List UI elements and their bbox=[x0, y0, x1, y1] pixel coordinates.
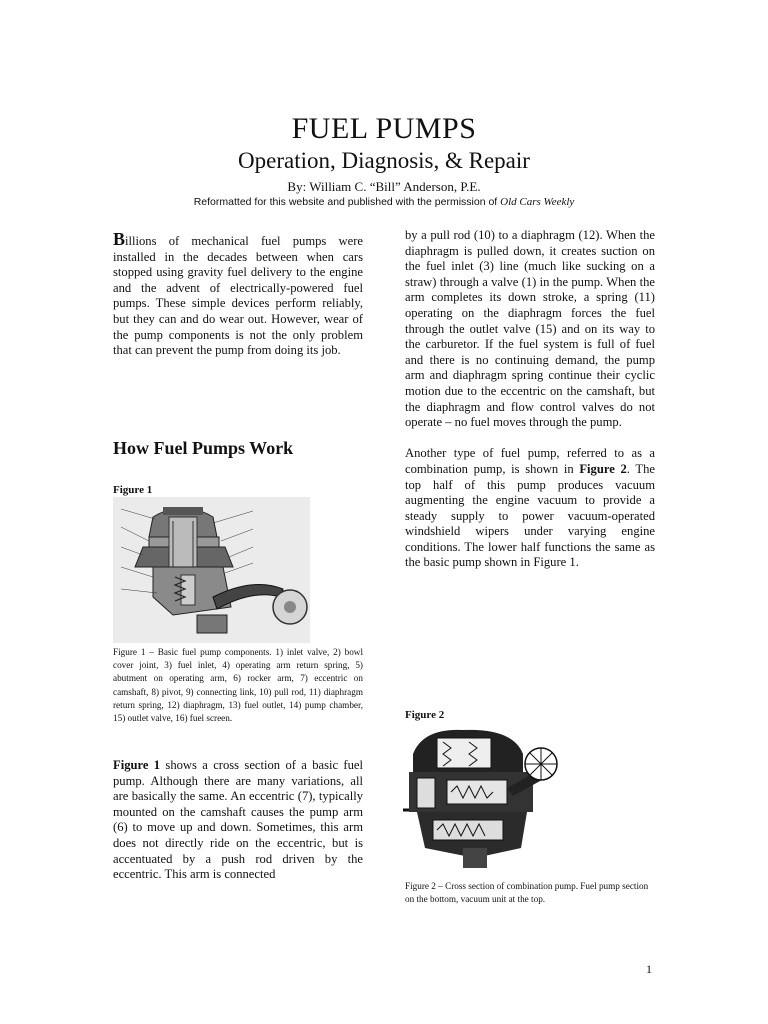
figure2-image bbox=[403, 724, 563, 872]
combination-pump-diagram bbox=[403, 724, 563, 872]
body-right-paragraph-1: by a pull rod (10) to a diaphragm (12). When the diaphragm is pulled down, it creates suction on the fuel inlet (3) line (much like sucking on a straw) through a valve (1) in the pump. When the arm completes its down stroke, a spring (11) operating on the diaphragm forces the fuel through the outlet valve (15) and on its way to the carburetor. If the fuel system is full of fuel and there is no continuing demand, the pump arm and diaphragm spring continue their cyclic motion due to the eccentric on the camshaft, but the diaphragm and flow control valves do not operate – no fuel moves through the pump. bbox=[405, 228, 655, 430]
section-heading: How Fuel Pumps Work bbox=[113, 438, 294, 458]
document-title: FUEL PUMPS bbox=[291, 112, 477, 145]
drop-cap: B bbox=[113, 229, 126, 249]
intro-text: illions of mechanical fuel pumps were installed in the decades between when cars stopped using gravity fuel delivery to the engine and the advent of electrically-powered fuel pumps. These simple devices perform reliably, but they can and do wear out. However, wear of the pump components is not the only problem that can prevent the pump from doing its job. bbox=[113, 234, 363, 358]
figure2-label: Figure 2 bbox=[405, 709, 445, 721]
body-right-paragraph-2 bbox=[405, 446, 655, 571]
figure1-reference: Figure 1 bbox=[113, 758, 161, 772]
page-number: 1 bbox=[646, 962, 652, 976]
figure1-image bbox=[113, 497, 310, 643]
document-header bbox=[0, 112, 768, 209]
body-left-paragraph bbox=[113, 758, 363, 883]
intro-paragraph bbox=[113, 229, 363, 359]
permission-note bbox=[0, 195, 768, 209]
permission-prefix: Reformatted for this website and published with the permission of bbox=[193, 196, 501, 208]
figure2-reference: Figure 2 bbox=[579, 461, 627, 476]
body-right-2-pre: Another type of fuel pump, referred to as a combination pump, is shown in bbox=[405, 446, 655, 476]
author-byline: By: William C. “Bill” Anderson, P.E. bbox=[287, 179, 481, 194]
figure1-caption: Figure 1 – Basic fuel pump components. 1) inlet valve, 2) bowl cover joint, 3) fuel inlet, 4) operating arm return spring, 5) abutment on operating arm, 6) rocker arm, 7) eccentric on camshaft, 8) pivot, 9) connecting link, 10) pull rod, 11) diaphragm return spring, 12) diaphragm, 13) fuel outlet, 14) pump chamber, 15) outlet valve, 16) fuel screen. bbox=[113, 647, 363, 724]
body-right-2-post: . The top half of this pump produces vacuum augmenting the engine vacuum to provide a steady supply to power vacuum-operated windshield wipers under varying engine conditions. The lower half functions the same as the basic pump shown in Figure 1. bbox=[405, 461, 655, 570]
figure2-caption: Figure 2 – Cross section of combination pump. Fuel pump section on the bottom, vacuum unit at the top. bbox=[405, 881, 649, 905]
right-column bbox=[405, 228, 655, 571]
document-subtitle: Operation, Diagnosis, & Repair bbox=[238, 148, 530, 173]
fuel-pump-diagram bbox=[113, 497, 310, 643]
body-left-text: shows a cross section of a basic fuel pump. Although there are many variations, all are basically the same. An eccentric (7), typically mounted on the camshaft causes the pump arm (6) to move up and down. Sometimes, this arm does not directly ride on the eccentric, but is accentuated by a push rod driven by the eccentric. This arm is connected bbox=[113, 758, 364, 882]
permission-source: Old Cars Weekly bbox=[500, 196, 575, 208]
figure1-label: Figure 1 bbox=[113, 484, 153, 496]
